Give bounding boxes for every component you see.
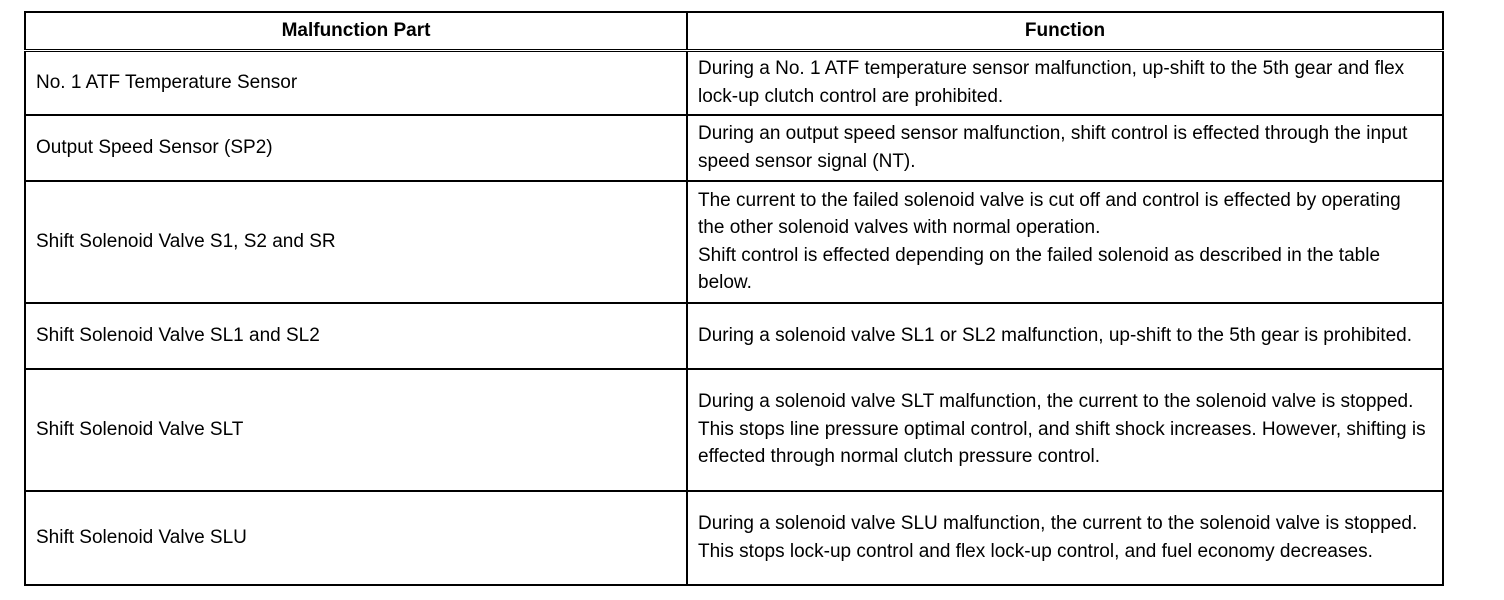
function-cell	[687, 369, 1443, 491]
header-malfunction-part: Malfunction Part	[25, 12, 687, 51]
function-text: During an output speed sensor malfunction, shift control is effected through the input speed sensor signal (NT).	[698, 123, 1408, 172]
function-text: During a solenoid valve SL1 or SL2 malfunction, up-shift to the 5th gear is prohibited.	[698, 324, 1412, 346]
malfunction-part-cell: No. 1 ATF Temperature Sensor	[25, 51, 687, 115]
function-cell	[687, 303, 1443, 369]
function-text: During a solenoid valve SLU malfunction, the current to the solenoid valve is stopped. This stops lock-up control and flex lock-up control, and fuel economy decreases.	[698, 513, 1418, 562]
table-row	[25, 51, 1443, 115]
function-text: The current to the failed solenoid valve is cut off and control is effected by operating the other solenoid valves with normal operation.	[698, 189, 1401, 238]
malfunction-part-cell: Shift Solenoid Valve SLU	[25, 491, 687, 585]
function-text: During a solenoid valve SLT malfunction, the current to the solenoid valve is stopped. This stops line pressure optimal control, and shift shock increases. However, shifting is effected through normal clutch pressure control.	[698, 391, 1426, 468]
malfunction-part-cell: Shift Solenoid Valve SLT	[25, 369, 687, 491]
malfunction-function-table	[24, 11, 1444, 586]
function-text: During a No. 1 ATF temperature sensor malfunction, up-shift to the 5th gear and flex lock-up clutch control are prohibited.	[698, 58, 1405, 107]
function-cell	[687, 491, 1443, 585]
malfunction-part-cell: Output Speed Sensor (SP2)	[25, 115, 687, 181]
malfunction-table-container	[24, 11, 1442, 586]
malfunction-part-cell: Shift Solenoid Valve SL1 and SL2	[25, 303, 687, 369]
table-row	[25, 491, 1443, 585]
table-row	[25, 115, 1443, 181]
table-row	[25, 181, 1443, 303]
function-text: Shift control is effected depending on the failed solenoid as described in the table below.	[698, 244, 1381, 293]
table-row	[25, 369, 1443, 491]
function-cell	[687, 51, 1443, 115]
table-header-row	[25, 12, 1443, 51]
malfunction-part-cell: Shift Solenoid Valve S1, S2 and SR	[25, 181, 687, 303]
function-cell	[687, 181, 1443, 303]
function-cell	[687, 115, 1443, 181]
header-function: Function	[687, 12, 1443, 51]
table-row	[25, 303, 1443, 369]
